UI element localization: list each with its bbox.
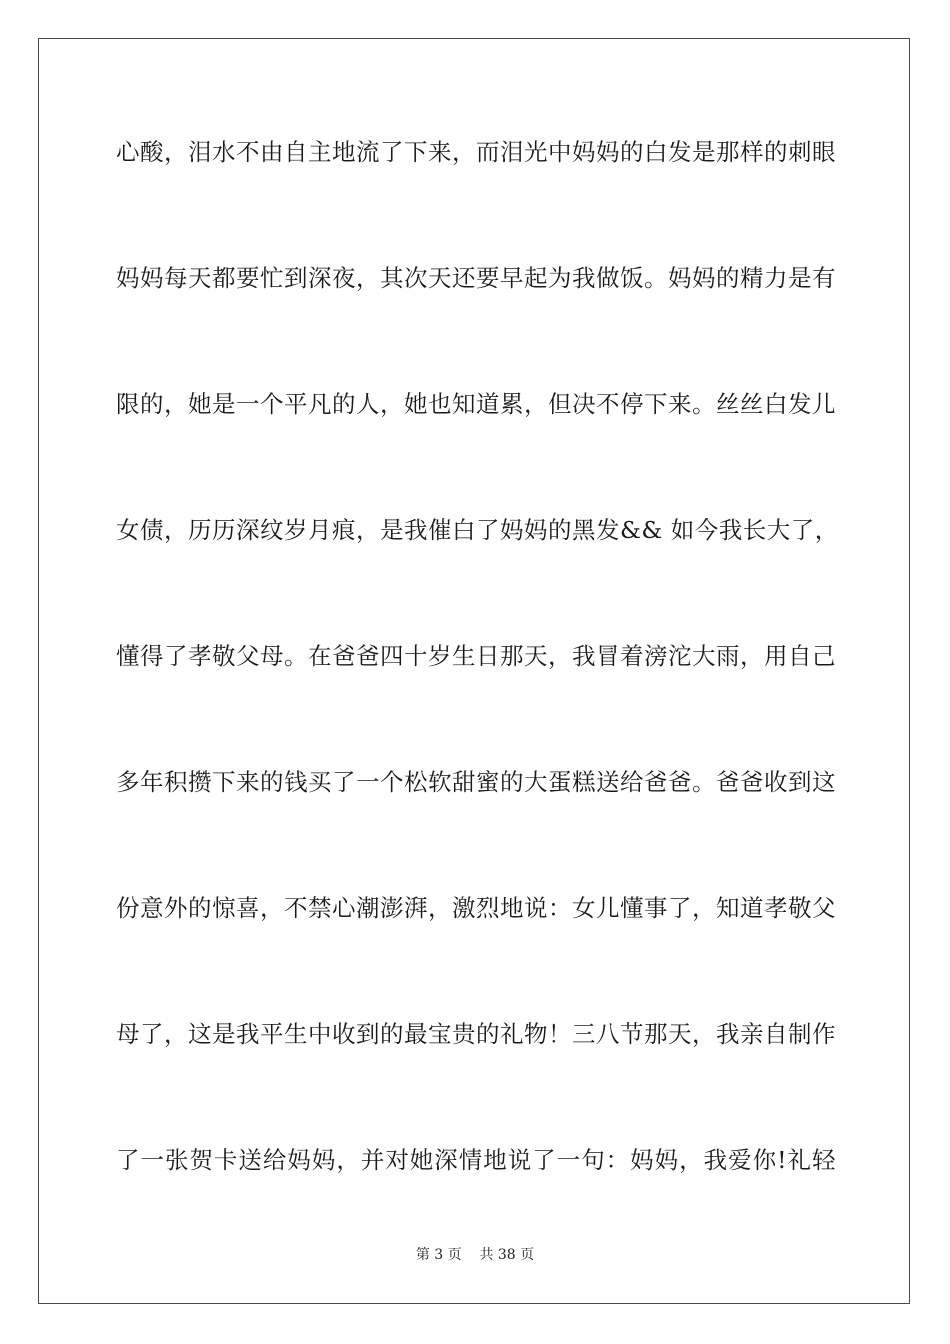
text-line-7: 份意外的惊喜，不禁心潮澎湃，激烈地说：女儿懂事了，知道孝敬父 <box>116 894 836 922</box>
footer-spacer <box>462 1247 480 1263</box>
text-line-6: 多年积攒下来的钱买了一个松软甜蜜的大蛋糕送给爸爸。爸爸收到这 <box>116 768 836 796</box>
current-page-number: 第 3 页 <box>415 1247 462 1263</box>
text-line-9: 了一张贺卡送给妈妈，并对她深情地说了一句：妈妈，我爱你!礼轻 <box>116 1146 836 1174</box>
text-line-8: 母了，这是我平生中收到的最宝贵的礼物！三八节那天，我亲自制作 <box>116 1020 836 1048</box>
document-body <box>116 126 839 1260</box>
text-line-3: 限的，她是一个平凡的人，她也知道累，但决不停下来。丝丝白发儿 <box>116 390 836 418</box>
text-line-5: 懂得了孝敬父母。在爸爸四十岁生日那天，我冒着滂沱大雨，用自己 <box>116 642 836 670</box>
text-line-2: 妈妈每天都要忙到深夜，其次天还要早起为我做饭。妈妈的精力是有 <box>116 264 836 292</box>
text-line-4: 女债，历历深纹岁月痕，是我催白了妈妈的黑发&& 如今我长大了， <box>116 516 839 544</box>
text-line-1: 心酸，泪水不由自主地流了下来，而泪光中妈妈的白发是那样的刺眼 <box>116 138 836 166</box>
page-footer <box>0 1245 950 1265</box>
total-pages: 共 38 页 <box>479 1247 535 1263</box>
